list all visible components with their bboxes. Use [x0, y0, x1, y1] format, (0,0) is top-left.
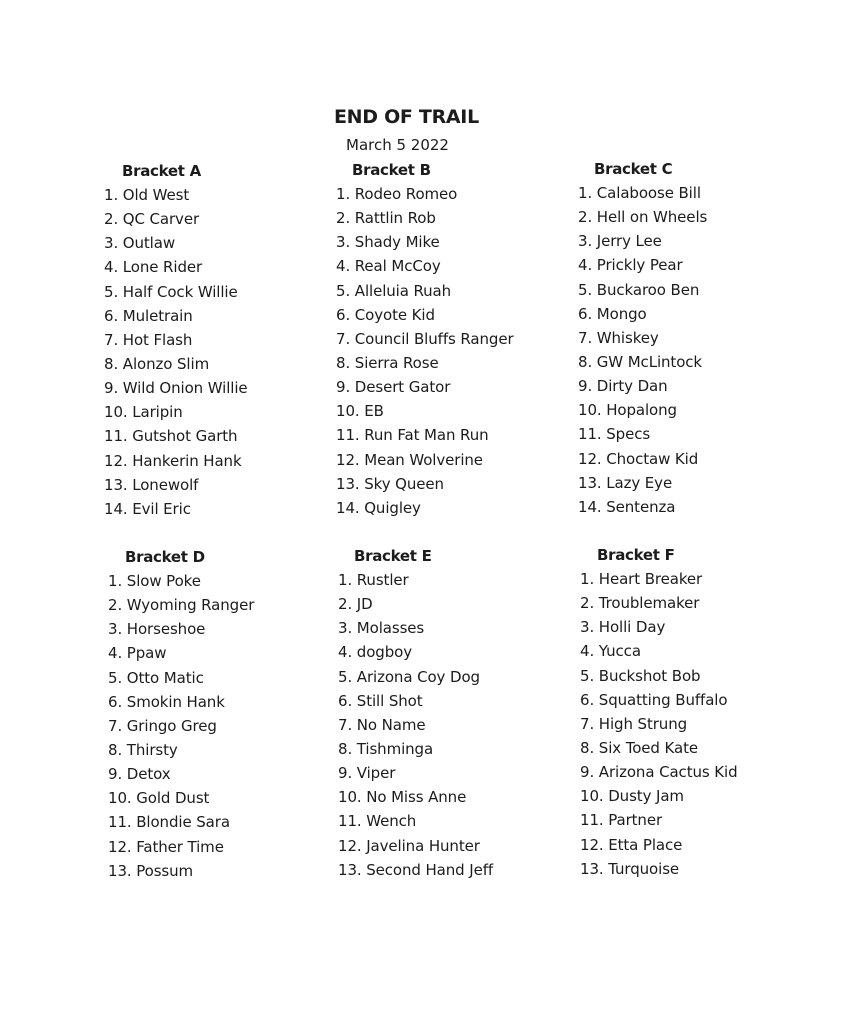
bracket-entry: 8. Thirsty — [108, 740, 178, 759]
bracket-entry: 5. Arizona Coy Dog — [338, 667, 480, 686]
bracket-entry: 7. Hot Flash — [104, 330, 193, 349]
bracket-entry: 2. Wyoming Ranger — [108, 596, 255, 615]
bracket-entry: 1. Rodeo Romeo — [336, 185, 458, 203]
bracket-entry: 4. Yucca — [580, 642, 641, 661]
bracket-entry: 11. Specs — [578, 425, 651, 444]
bracket-entry: 8. Tishminga — [338, 739, 434, 758]
bracket-entry: 6. Mongo — [578, 304, 647, 323]
bracket-entry: 10. No Miss Anne — [338, 788, 467, 807]
bracket-entry: 9. Viper — [338, 764, 396, 783]
bracket-entry: 12. Javelina Hunter — [338, 836, 480, 855]
bracket-entry: 1. Heart Breaker — [580, 570, 703, 588]
bracket-entry: 12. Hankerin Hank — [104, 451, 242, 470]
bracket-b-list — [336, 182, 514, 520]
bracket-entry: 5. Buckaroo Ben — [578, 280, 700, 299]
bracket-entry: 6. Muletrain — [104, 306, 193, 325]
bracket-entry: 11. Run Fat Man Run — [336, 426, 489, 445]
bracket-entry: 12. Choctaw Kid — [578, 449, 699, 468]
bracket-entry: 10. Gold Dust — [108, 789, 210, 808]
bracket-entry: 2. QC Carver — [104, 210, 200, 229]
bracket-entry: 8. Six Toed Kate — [580, 738, 698, 757]
bracket-entry: 7. Gringo Greg — [108, 716, 217, 735]
bracket-entry: 5. Half Cock Willie — [104, 282, 238, 301]
bracket-entry: 14. Quigley — [336, 498, 421, 517]
bracket-entry: 6. Smokin Hank — [108, 692, 225, 711]
bracket-entry: 7. Whiskey — [578, 328, 659, 347]
bracket-entry: 1. Slow Poke — [108, 572, 201, 590]
bracket-entry: 4. Lone Rider — [104, 258, 203, 277]
bracket-e — [338, 544, 493, 882]
bracket-entry: 9. Wild Onion Willie — [104, 379, 248, 398]
bracket-entry: 4. Ppaw — [108, 644, 167, 663]
bracket-entry: 5. Buckshot Bob — [580, 666, 701, 685]
event-date: March 5 2022 — [346, 136, 449, 154]
bracket-b — [336, 158, 514, 520]
bracket-entry: 7. High Strung — [580, 714, 688, 733]
bracket-entry: 3. Outlaw — [104, 234, 176, 253]
bracket-entry: 10. Hopalong — [578, 401, 677, 420]
bracket-c — [578, 157, 707, 519]
bracket-entry: 12. Mean Wolverine — [336, 450, 483, 469]
bracket-entry: 3. Molasses — [338, 619, 425, 638]
bracket-entry: 10. Dusty Jam — [580, 787, 684, 806]
bracket-entry: 8. Alonzo Slim — [104, 354, 210, 373]
bracket-entry: 12. Father Time — [108, 837, 224, 856]
bracket-entry: 6. Squatting Buffalo — [580, 690, 728, 709]
bracket-entry: 14. Evil Eric — [104, 499, 191, 518]
bracket-entry: 3. Holli Day — [580, 618, 666, 637]
bracket-d — [108, 545, 254, 883]
bracket-entry: 12. Etta Place — [580, 835, 683, 854]
bracket-f — [580, 543, 738, 881]
bracket-entry: 1. Old West — [104, 186, 190, 204]
bracket-entry: 13. Second Hand Jeff — [338, 860, 494, 879]
bracket-entry: 13. Lazy Eye — [578, 473, 673, 492]
bracket-entry: 7. No Name — [338, 715, 426, 734]
bracket-f-list — [580, 567, 738, 881]
bracket-d-header: Bracket D — [125, 548, 205, 566]
bracket-entry: 6. Still Shot — [338, 691, 423, 710]
bracket-b-header: Bracket B — [352, 161, 431, 179]
bracket-entry: 4. dogboy — [338, 643, 412, 662]
bracket-entry: 11. Wench — [338, 812, 417, 831]
bracket-f-header: Bracket F — [597, 546, 675, 564]
bracket-a-header: Bracket A — [122, 162, 201, 180]
bracket-entry: 13. Sky Queen — [336, 474, 444, 493]
bracket-entry: 2. JD — [338, 595, 373, 614]
bracket-entry: 9. Desert Gator — [336, 378, 451, 397]
bracket-entry: 11. Partner — [580, 811, 663, 830]
bracket-e-list — [338, 568, 493, 882]
bracket-a — [104, 159, 248, 521]
bracket-entry: 2. Hell on Wheels — [578, 208, 708, 227]
bracket-e-header: Bracket E — [354, 547, 432, 565]
bracket-a-list — [104, 183, 248, 521]
bracket-entry: 8. GW McLintock — [578, 352, 703, 371]
bracket-entry: 9. Arizona Cactus Kid — [580, 763, 738, 782]
bracket-entry: 6. Coyote Kid — [336, 305, 435, 324]
document-title: END OF TRAIL — [334, 106, 479, 128]
bracket-c-list — [578, 181, 707, 519]
bracket-entry: 3. Jerry Lee — [578, 232, 662, 251]
bracket-entry: 13. Turquoise — [580, 859, 680, 878]
bracket-entry: 9. Detox — [108, 765, 171, 784]
bracket-entry: 7. Council Bluffs Ranger — [336, 329, 514, 348]
bracket-entry: 13. Possum — [108, 861, 194, 880]
bracket-entry: 5. Otto Matic — [108, 668, 204, 687]
bracket-entry: 8. Sierra Rose — [336, 353, 439, 372]
bracket-entry: 1. Calaboose Bill — [578, 184, 701, 202]
bracket-entry: 4. Real McCoy — [336, 257, 441, 276]
bracket-entry: 1. Rustler — [338, 571, 409, 589]
bracket-entry: 2. Rattlin Rob — [336, 209, 436, 228]
bracket-entry: 11. Blondie Sara — [108, 813, 230, 832]
bracket-entry: 3. Shady Mike — [336, 233, 440, 252]
bracket-c-header: Bracket C — [594, 160, 673, 178]
bracket-entry: 11. Gutshot Garth — [104, 427, 238, 446]
bracket-entry: 4. Prickly Pear — [578, 256, 683, 275]
bracket-entry: 10. Laripin — [104, 403, 183, 422]
bracket-entry: 13. Lonewolf — [104, 475, 199, 494]
bracket-entry: 5. Alleluia Ruah — [336, 281, 452, 300]
bracket-entry: 9. Dirty Dan — [578, 377, 668, 396]
bracket-entry: 2. Troublemaker — [580, 594, 700, 613]
bracket-entry: 3. Horseshoe — [108, 620, 206, 639]
bracket-entry: 14. Sentenza — [578, 497, 676, 516]
bracket-d-list — [108, 569, 254, 883]
bracket-entry: 10. EB — [336, 402, 384, 421]
